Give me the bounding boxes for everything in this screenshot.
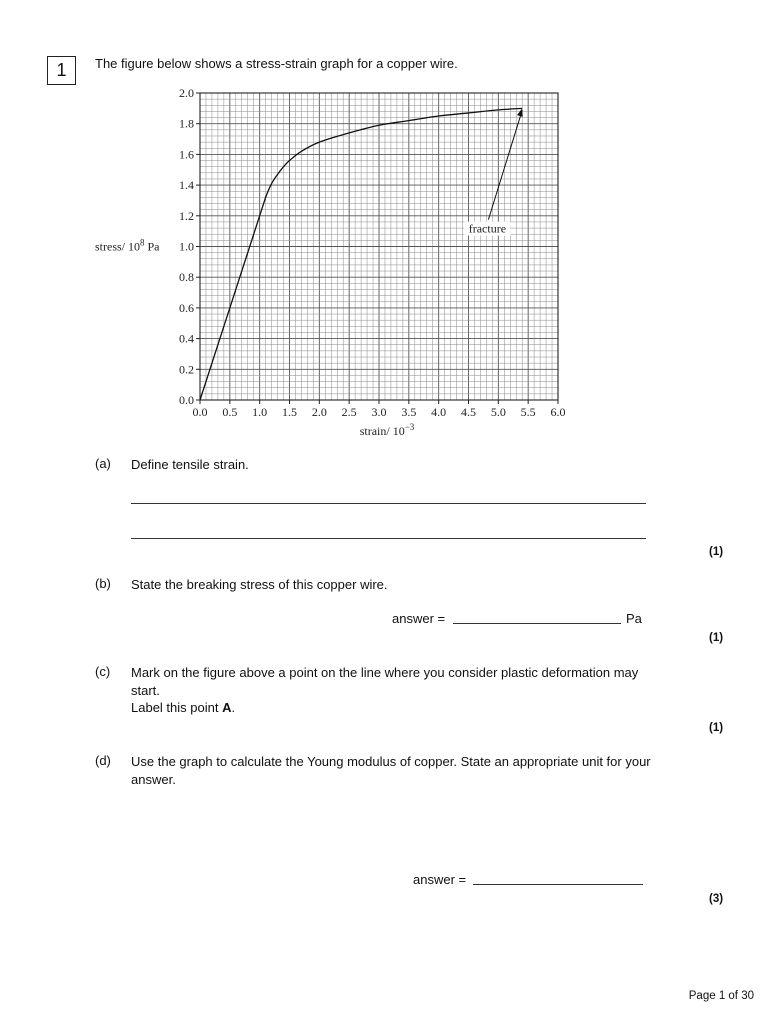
part-c-marks: (1): [709, 722, 724, 734]
page-number: Page 1 of 30: [688, 990, 754, 1002]
stress-strain-chart: [86, 84, 586, 444]
part-c-line-2: start.: [131, 682, 160, 698]
y-tick-label: 1.4: [179, 178, 194, 193]
part-d-line-2: answer.: [131, 771, 176, 787]
x-tick-label: 0.0: [192, 405, 208, 419]
x-axis-label: strain/ $10^{-3}$: [359, 422, 415, 438]
x-tick-label: 1.0: [252, 405, 268, 419]
part-d-label: (d): [95, 753, 111, 768]
y-tick-label: 1.8: [179, 116, 194, 131]
x-tick-label: 2.0: [311, 405, 327, 419]
x-tick-label: 5.5: [520, 405, 536, 419]
x-tick-label: 2.5: [341, 405, 357, 419]
x-tick-label: 3.5: [401, 405, 417, 419]
y-tick-label: 0.2: [179, 362, 194, 377]
x-tick-label: 1.5: [282, 405, 297, 419]
part-b-answer-unit: Pa: [626, 611, 642, 626]
fracture-arrow-head: [517, 108, 523, 117]
point-a-label: A: [222, 700, 232, 715]
part-b-answer-line[interactable]: [453, 622, 621, 624]
part-a-label: (a): [95, 456, 111, 471]
y-tick-label: 0.8: [179, 270, 194, 285]
part-d-line-1: Use the graph to calculate the Young modulus of copper. State an appropriate unit for your: [131, 754, 651, 769]
part-a-marks: (1): [709, 546, 724, 558]
part-b-label: (b): [95, 576, 111, 591]
y-tick-label: 1.2: [179, 208, 194, 223]
part-d-answer-prefix: answer =: [413, 872, 467, 887]
y-tick-label: 1.0: [179, 239, 194, 254]
y-axis-label: stress/ $10^8$ Pa: [95, 237, 160, 254]
part-d-marks: (3): [709, 893, 724, 905]
y-tick-label: 0.4: [179, 331, 194, 346]
part-c-line-3-prefix: Label this point: [131, 700, 223, 715]
x-tick-label: 4.5: [461, 405, 476, 419]
part-c-line-1: Mark on the figure above a point on the line where you consider plastic deformation may: [131, 665, 639, 680]
part-d-question: [131, 753, 701, 788]
part-b-question: State the breaking stress of this copper wire.: [131, 577, 388, 592]
y-tick-label: 0.6: [179, 300, 194, 315]
y-tick-label: 2.0: [179, 86, 194, 100]
y-tick-label: 0.0: [179, 393, 194, 407]
part-c-line-3-suffix: .: [231, 700, 236, 715]
part-c-label: (c): [95, 664, 111, 679]
answer-line-a1[interactable]: [131, 502, 646, 504]
part-c-question: [131, 664, 701, 717]
chart-grid: [200, 93, 558, 400]
part-d-answer-line[interactable]: [473, 883, 643, 885]
x-tick-label: 0.5: [222, 405, 238, 419]
answer-line-a2[interactable]: [131, 537, 646, 539]
x-tick-label: 4.0: [431, 405, 447, 419]
fracture-label: fracture: [468, 221, 507, 236]
x-tick-label: 3.0: [371, 405, 387, 419]
part-c-line-3: [131, 699, 701, 717]
part-a-question: Define tensile strain.: [131, 457, 249, 472]
x-tick-label: 5.0: [490, 405, 506, 419]
part-b-marks: (1): [709, 632, 724, 644]
fracture-arrow-line: [488, 110, 522, 219]
y-tick-label: 1.6: [179, 147, 194, 162]
question-intro: The figure below shows a stress-strain graph for a copper wire.: [95, 56, 458, 71]
question-number: 1: [47, 56, 76, 85]
x-tick-label: 6.0: [550, 405, 566, 419]
part-b-answer-prefix: answer =: [392, 611, 446, 626]
